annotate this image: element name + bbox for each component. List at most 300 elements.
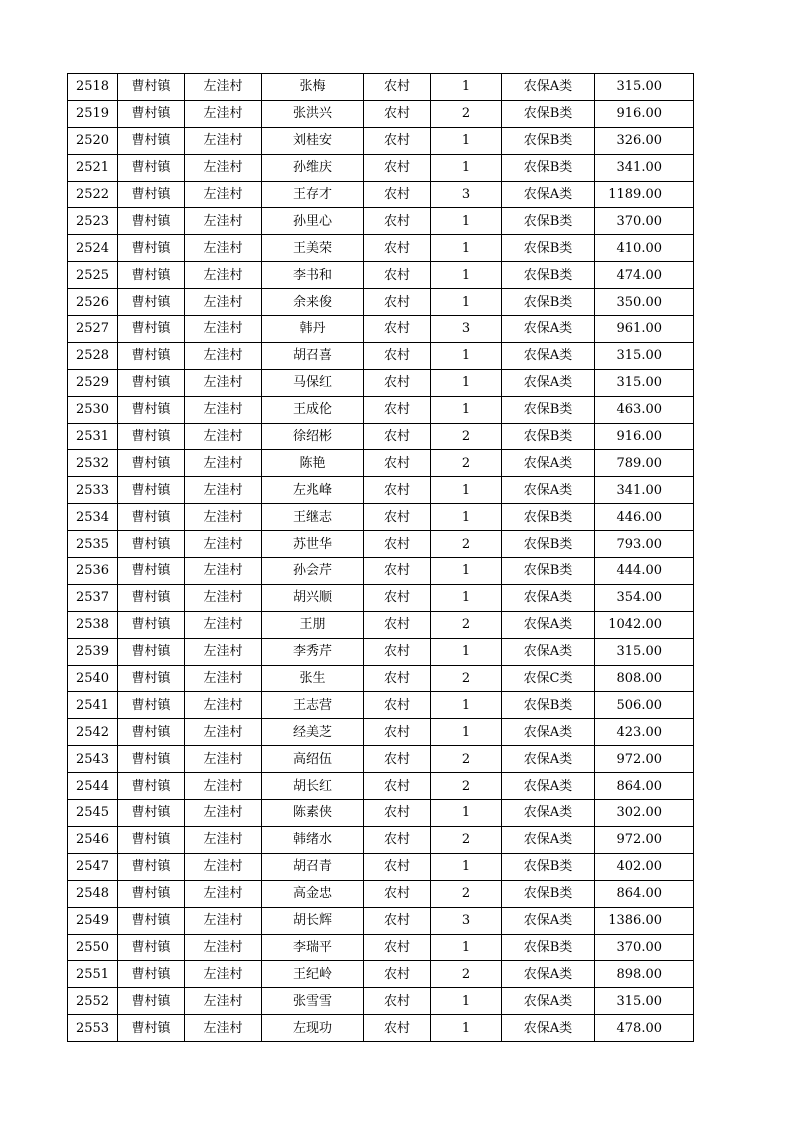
category-cell: 农保B类: [502, 289, 595, 316]
name-cell: 李书和: [262, 262, 364, 289]
category-cell: 农保A类: [502, 638, 595, 665]
household-type-cell: 农村: [364, 423, 431, 450]
town-cell: 曹村镇: [118, 531, 185, 558]
household-type-cell: 农村: [364, 208, 431, 235]
village-cell: 左洼村: [185, 289, 262, 316]
amount-cell: 789.00: [595, 450, 694, 477]
village-cell: 左洼村: [185, 74, 262, 101]
town-cell: 曹村镇: [118, 907, 185, 934]
name-cell: 苏世华: [262, 531, 364, 558]
category-cell: 农保A类: [502, 611, 595, 638]
row-number-cell: 2539: [68, 638, 118, 665]
name-cell: 王存才: [262, 181, 364, 208]
village-cell: 左洼村: [185, 423, 262, 450]
table-row: [68, 369, 694, 396]
town-cell: 曹村镇: [118, 961, 185, 988]
amount-cell: 410.00: [595, 235, 694, 262]
person-count-cell: 1: [431, 289, 502, 316]
town-cell: 曹村镇: [118, 154, 185, 181]
person-count-cell: 1: [431, 504, 502, 531]
name-cell: 刘桂安: [262, 127, 364, 154]
name-cell: 张生: [262, 665, 364, 692]
amount-cell: 315.00: [595, 988, 694, 1015]
table-row: [68, 262, 694, 289]
row-number-cell: 2525: [68, 262, 118, 289]
name-cell: 胡召青: [262, 853, 364, 880]
household-type-cell: 农村: [364, 611, 431, 638]
row-number-cell: 2545: [68, 800, 118, 827]
village-cell: 左洼村: [185, 638, 262, 665]
table-row: [68, 74, 694, 101]
person-count-cell: 2: [431, 773, 502, 800]
row-number-cell: 2551: [68, 961, 118, 988]
name-cell: 经美芝: [262, 719, 364, 746]
amount-cell: 898.00: [595, 961, 694, 988]
village-cell: 左洼村: [185, 100, 262, 127]
amount-cell: 302.00: [595, 800, 694, 827]
table-row: [68, 719, 694, 746]
category-cell: 农保B类: [502, 853, 595, 880]
household-type-cell: 农村: [364, 853, 431, 880]
amount-cell: 1386.00: [595, 907, 694, 934]
person-count-cell: 1: [431, 154, 502, 181]
name-cell: 张洪兴: [262, 100, 364, 127]
table-row: [68, 638, 694, 665]
town-cell: 曹村镇: [118, 773, 185, 800]
category-cell: 农保B类: [502, 692, 595, 719]
household-type-cell: 农村: [364, 584, 431, 611]
table-row: [68, 208, 694, 235]
person-count-cell: 1: [431, 558, 502, 585]
table-body: [68, 74, 694, 1042]
village-cell: 左洼村: [185, 826, 262, 853]
category-cell: 农保B类: [502, 235, 595, 262]
name-cell: 王纪岭: [262, 961, 364, 988]
town-cell: 曹村镇: [118, 127, 185, 154]
person-count-cell: 2: [431, 746, 502, 773]
category-cell: 农保B类: [502, 127, 595, 154]
amount-cell: 1189.00: [595, 181, 694, 208]
name-cell: 李秀芹: [262, 638, 364, 665]
town-cell: 曹村镇: [118, 746, 185, 773]
village-cell: 左洼村: [185, 880, 262, 907]
table-row: [68, 853, 694, 880]
table-row: [68, 584, 694, 611]
household-type-cell: 农村: [364, 638, 431, 665]
person-count-cell: 2: [431, 961, 502, 988]
name-cell: 胡兴顺: [262, 584, 364, 611]
row-number-cell: 2535: [68, 531, 118, 558]
person-count-cell: 1: [431, 692, 502, 719]
household-type-cell: 农村: [364, 719, 431, 746]
name-cell: 左现功: [262, 1015, 364, 1042]
household-type-cell: 农村: [364, 477, 431, 504]
name-cell: 王成伦: [262, 396, 364, 423]
category-cell: 农保B类: [502, 208, 595, 235]
person-count-cell: 1: [431, 934, 502, 961]
category-cell: 农保A类: [502, 74, 595, 101]
row-number-cell: 2550: [68, 934, 118, 961]
village-cell: 左洼村: [185, 558, 262, 585]
row-number-cell: 2524: [68, 235, 118, 262]
village-cell: 左洼村: [185, 665, 262, 692]
amount-cell: 341.00: [595, 477, 694, 504]
category-cell: 农保B类: [502, 880, 595, 907]
name-cell: 孙维庆: [262, 154, 364, 181]
town-cell: 曹村镇: [118, 423, 185, 450]
household-type-cell: 农村: [364, 961, 431, 988]
name-cell: 孙会芹: [262, 558, 364, 585]
category-cell: 农保B类: [502, 531, 595, 558]
category-cell: 农保A类: [502, 826, 595, 853]
name-cell: 韩丹: [262, 316, 364, 343]
person-count-cell: 1: [431, 208, 502, 235]
village-cell: 左洼村: [185, 1015, 262, 1042]
name-cell: 胡长红: [262, 773, 364, 800]
household-type-cell: 农村: [364, 342, 431, 369]
amount-cell: 474.00: [595, 262, 694, 289]
person-count-cell: 2: [431, 423, 502, 450]
household-type-cell: 农村: [364, 907, 431, 934]
table-row: [68, 934, 694, 961]
household-type-cell: 农村: [364, 74, 431, 101]
category-cell: 农保B类: [502, 423, 595, 450]
row-number-cell: 2552: [68, 988, 118, 1015]
table-row: [68, 289, 694, 316]
town-cell: 曹村镇: [118, 558, 185, 585]
person-count-cell: 1: [431, 262, 502, 289]
person-count-cell: 1: [431, 369, 502, 396]
name-cell: 张梅: [262, 74, 364, 101]
category-cell: 农保A类: [502, 342, 595, 369]
amount-cell: 370.00: [595, 934, 694, 961]
amount-cell: 341.00: [595, 154, 694, 181]
person-count-cell: 1: [431, 235, 502, 262]
household-type-cell: 农村: [364, 127, 431, 154]
row-number-cell: 2537: [68, 584, 118, 611]
name-cell: 高绍伍: [262, 746, 364, 773]
table-row: [68, 800, 694, 827]
amount-cell: 916.00: [595, 100, 694, 127]
town-cell: 曹村镇: [118, 235, 185, 262]
name-cell: 余来俊: [262, 289, 364, 316]
row-number-cell: 2538: [68, 611, 118, 638]
table-row: [68, 316, 694, 343]
town-cell: 曹村镇: [118, 665, 185, 692]
name-cell: 韩绪水: [262, 826, 364, 853]
category-cell: 农保A类: [502, 988, 595, 1015]
category-cell: 农保A类: [502, 181, 595, 208]
household-type-cell: 农村: [364, 235, 431, 262]
amount-cell: 864.00: [595, 773, 694, 800]
amount-cell: 315.00: [595, 638, 694, 665]
amount-cell: 326.00: [595, 127, 694, 154]
category-cell: 农保C类: [502, 665, 595, 692]
name-cell: 张雪雪: [262, 988, 364, 1015]
village-cell: 左洼村: [185, 531, 262, 558]
household-type-cell: 农村: [364, 988, 431, 1015]
person-count-cell: 1: [431, 638, 502, 665]
row-number-cell: 2527: [68, 316, 118, 343]
person-count-cell: 2: [431, 450, 502, 477]
table-row: [68, 692, 694, 719]
table-row: [68, 773, 694, 800]
village-cell: 左洼村: [185, 853, 262, 880]
category-cell: 农保A类: [502, 907, 595, 934]
household-type-cell: 农村: [364, 1015, 431, 1042]
town-cell: 曹村镇: [118, 826, 185, 853]
town-cell: 曹村镇: [118, 584, 185, 611]
category-cell: 农保A类: [502, 450, 595, 477]
category-cell: 农保B类: [502, 100, 595, 127]
village-cell: 左洼村: [185, 746, 262, 773]
row-number-cell: 2533: [68, 477, 118, 504]
table-row: [68, 961, 694, 988]
amount-cell: 370.00: [595, 208, 694, 235]
person-count-cell: 2: [431, 880, 502, 907]
table-row: [68, 988, 694, 1015]
name-cell: 孙里心: [262, 208, 364, 235]
town-cell: 曹村镇: [118, 504, 185, 531]
table-row: [68, 558, 694, 585]
category-cell: 农保A类: [502, 773, 595, 800]
person-count-cell: 1: [431, 853, 502, 880]
row-number-cell: 2519: [68, 100, 118, 127]
row-number-cell: 2540: [68, 665, 118, 692]
row-number-cell: 2544: [68, 773, 118, 800]
table-row: [68, 504, 694, 531]
row-number-cell: 2531: [68, 423, 118, 450]
table-row: [68, 611, 694, 638]
name-cell: 胡召喜: [262, 342, 364, 369]
amount-cell: 402.00: [595, 853, 694, 880]
amount-cell: 444.00: [595, 558, 694, 585]
town-cell: 曹村镇: [118, 450, 185, 477]
amount-cell: 793.00: [595, 531, 694, 558]
household-type-cell: 农村: [364, 100, 431, 127]
category-cell: 农保B类: [502, 934, 595, 961]
name-cell: 陈素侠: [262, 800, 364, 827]
amount-cell: 354.00: [595, 584, 694, 611]
town-cell: 曹村镇: [118, 800, 185, 827]
person-count-cell: 3: [431, 181, 502, 208]
table-row: [68, 531, 694, 558]
category-cell: 农保B类: [502, 396, 595, 423]
table-row: [68, 1015, 694, 1042]
household-type-cell: 农村: [364, 692, 431, 719]
name-cell: 马保红: [262, 369, 364, 396]
name-cell: 胡长辉: [262, 907, 364, 934]
category-cell: 农保B类: [502, 262, 595, 289]
category-cell: 农保A类: [502, 477, 595, 504]
amount-cell: 350.00: [595, 289, 694, 316]
town-cell: 曹村镇: [118, 638, 185, 665]
table-row: [68, 665, 694, 692]
row-number-cell: 2536: [68, 558, 118, 585]
person-count-cell: 1: [431, 800, 502, 827]
person-count-cell: 3: [431, 316, 502, 343]
household-type-cell: 农村: [364, 450, 431, 477]
household-type-cell: 农村: [364, 504, 431, 531]
category-cell: 农保A类: [502, 369, 595, 396]
town-cell: 曹村镇: [118, 719, 185, 746]
village-cell: 左洼村: [185, 154, 262, 181]
person-count-cell: 1: [431, 719, 502, 746]
amount-cell: 972.00: [595, 826, 694, 853]
category-cell: 农保A类: [502, 584, 595, 611]
name-cell: 王志营: [262, 692, 364, 719]
row-number-cell: 2546: [68, 826, 118, 853]
name-cell: 高金忠: [262, 880, 364, 907]
table-row: [68, 127, 694, 154]
household-type-cell: 农村: [364, 800, 431, 827]
household-type-cell: 农村: [364, 558, 431, 585]
village-cell: 左洼村: [185, 369, 262, 396]
row-number-cell: 2534: [68, 504, 118, 531]
name-cell: 李瑞平: [262, 934, 364, 961]
row-number-cell: 2541: [68, 692, 118, 719]
town-cell: 曹村镇: [118, 100, 185, 127]
village-cell: 左洼村: [185, 262, 262, 289]
village-cell: 左洼村: [185, 181, 262, 208]
town-cell: 曹村镇: [118, 369, 185, 396]
village-cell: 左洼村: [185, 988, 262, 1015]
row-number-cell: 2521: [68, 154, 118, 181]
village-cell: 左洼村: [185, 504, 262, 531]
row-number-cell: 2526: [68, 289, 118, 316]
table-row: [68, 450, 694, 477]
amount-cell: 315.00: [595, 342, 694, 369]
village-cell: 左洼村: [185, 477, 262, 504]
name-cell: 徐绍彬: [262, 423, 364, 450]
person-count-cell: 3: [431, 907, 502, 934]
household-type-cell: 农村: [364, 665, 431, 692]
name-cell: 左兆峰: [262, 477, 364, 504]
row-number-cell: 2530: [68, 396, 118, 423]
amount-cell: 463.00: [595, 396, 694, 423]
person-count-cell: 2: [431, 826, 502, 853]
table-row: [68, 746, 694, 773]
town-cell: 曹村镇: [118, 988, 185, 1015]
name-cell: 王朋: [262, 611, 364, 638]
table-row: [68, 423, 694, 450]
town-cell: 曹村镇: [118, 477, 185, 504]
village-cell: 左洼村: [185, 719, 262, 746]
village-cell: 左洼村: [185, 907, 262, 934]
person-count-cell: 1: [431, 1015, 502, 1042]
town-cell: 曹村镇: [118, 880, 185, 907]
town-cell: 曹村镇: [118, 74, 185, 101]
row-number-cell: 2548: [68, 880, 118, 907]
household-type-cell: 农村: [364, 934, 431, 961]
row-number-cell: 2532: [68, 450, 118, 477]
table-row: [68, 342, 694, 369]
row-number-cell: 2523: [68, 208, 118, 235]
amount-cell: 808.00: [595, 665, 694, 692]
town-cell: 曹村镇: [118, 181, 185, 208]
village-cell: 左洼村: [185, 208, 262, 235]
amount-cell: 506.00: [595, 692, 694, 719]
town-cell: 曹村镇: [118, 208, 185, 235]
village-cell: 左洼村: [185, 127, 262, 154]
person-count-cell: 1: [431, 584, 502, 611]
household-type-cell: 农村: [364, 262, 431, 289]
person-count-cell: 2: [431, 665, 502, 692]
village-cell: 左洼村: [185, 450, 262, 477]
person-count-cell: 1: [431, 342, 502, 369]
amount-cell: 315.00: [595, 369, 694, 396]
person-count-cell: 1: [431, 477, 502, 504]
name-cell: 王继志: [262, 504, 364, 531]
amount-cell: 972.00: [595, 746, 694, 773]
category-cell: 农保A类: [502, 316, 595, 343]
town-cell: 曹村镇: [118, 316, 185, 343]
table-row: [68, 235, 694, 262]
household-type-cell: 农村: [364, 396, 431, 423]
row-number-cell: 2518: [68, 74, 118, 101]
village-cell: 左洼村: [185, 316, 262, 343]
amount-cell: 446.00: [595, 504, 694, 531]
household-type-cell: 农村: [364, 289, 431, 316]
row-number-cell: 2520: [68, 127, 118, 154]
village-cell: 左洼村: [185, 934, 262, 961]
town-cell: 曹村镇: [118, 934, 185, 961]
town-cell: 曹村镇: [118, 611, 185, 638]
town-cell: 曹村镇: [118, 342, 185, 369]
amount-cell: 315.00: [595, 74, 694, 101]
household-type-cell: 农村: [364, 531, 431, 558]
table-row: [68, 826, 694, 853]
village-cell: 左洼村: [185, 961, 262, 988]
village-cell: 左洼村: [185, 611, 262, 638]
table-row: [68, 907, 694, 934]
table-row: [68, 477, 694, 504]
row-number-cell: 2528: [68, 342, 118, 369]
household-type-cell: 农村: [364, 746, 431, 773]
name-cell: 王美荣: [262, 235, 364, 262]
village-cell: 左洼村: [185, 692, 262, 719]
person-count-cell: 1: [431, 988, 502, 1015]
household-type-cell: 农村: [364, 316, 431, 343]
town-cell: 曹村镇: [118, 396, 185, 423]
village-cell: 左洼村: [185, 235, 262, 262]
table-row: [68, 880, 694, 907]
table-row: [68, 100, 694, 127]
household-type-cell: 农村: [364, 369, 431, 396]
category-cell: 农保B类: [502, 154, 595, 181]
person-count-cell: 2: [431, 531, 502, 558]
person-count-cell: 1: [431, 396, 502, 423]
amount-cell: 1042.00: [595, 611, 694, 638]
row-number-cell: 2522: [68, 181, 118, 208]
town-cell: 曹村镇: [118, 692, 185, 719]
row-number-cell: 2553: [68, 1015, 118, 1042]
name-cell: 陈艳: [262, 450, 364, 477]
village-cell: 左洼村: [185, 396, 262, 423]
row-number-cell: 2549: [68, 907, 118, 934]
category-cell: 农保A类: [502, 719, 595, 746]
category-cell: 农保B类: [502, 558, 595, 585]
category-cell: 农保A类: [502, 961, 595, 988]
row-number-cell: 2529: [68, 369, 118, 396]
row-number-cell: 2543: [68, 746, 118, 773]
household-type-cell: 农村: [364, 181, 431, 208]
person-count-cell: 1: [431, 127, 502, 154]
table-row: [68, 154, 694, 181]
category-cell: 农保A类: [502, 800, 595, 827]
person-count-cell: 2: [431, 100, 502, 127]
village-cell: 左洼村: [185, 342, 262, 369]
